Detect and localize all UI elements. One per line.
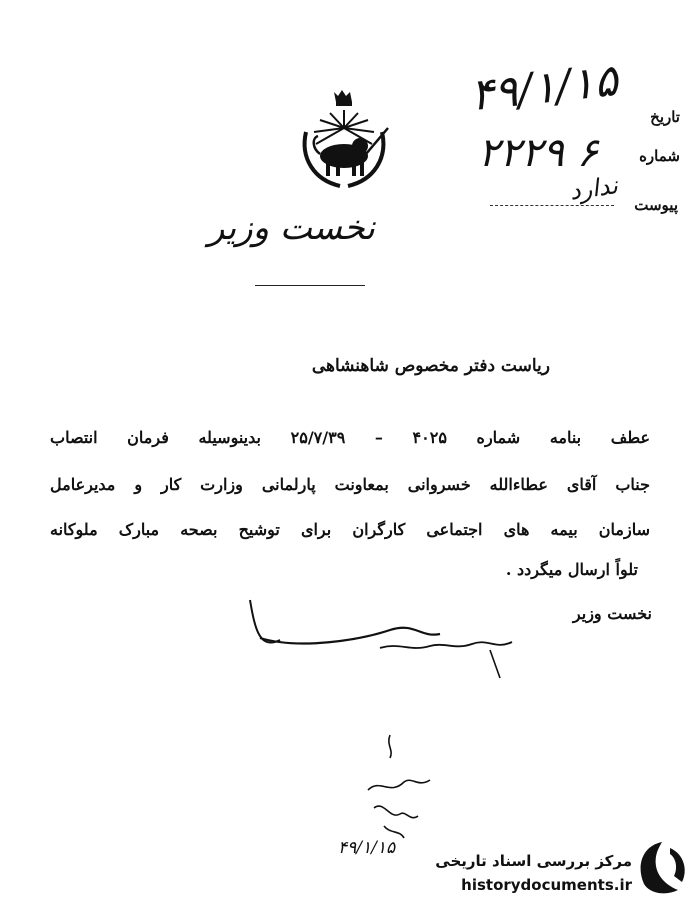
number-label: شماره (639, 147, 680, 165)
letter-body-line: عطف بنامه شماره ۴۰۲۵ – ۲۵/۷/۳۹ بدینوسیله فرمان انتصاب (50, 428, 650, 447)
letter-body-line: سازمان بیمه های اجتماعی کارگران برای توشیح بصحه مبارک ملوکانه (50, 520, 650, 539)
date-label: تاریخ (650, 108, 680, 126)
watermark-url: historydocuments.ir (461, 876, 632, 894)
handwritten-attachment: ندارد (567, 171, 620, 206)
letter-body-line: تلواً ارسال میگردد . (505, 560, 638, 579)
letter-recipient: ریاست دفتر مخصوص شاهنشاهی (311, 356, 550, 376)
watermark-title: مرکز بررسی اسناد تاریخی (435, 852, 632, 870)
handwritten-date: ۴۹/۱/۱۵ (467, 55, 621, 122)
handwritten-bottom-date: ۴۹/۱/۱۵ (338, 838, 396, 858)
handwritten-number: ۲۲۲۹ ۶ (478, 130, 599, 176)
letter-body-line: جناب آقای عطاءالله خسروانی بمعاونت پارلمانی وزارت کار و مدیرعامل (50, 475, 650, 494)
signature-title: نخست وزیر (572, 604, 652, 623)
attachment-dotted-line (490, 205, 614, 207)
lion-and-sun-emblem-icon (290, 88, 400, 198)
handwritten-signature (240, 590, 530, 690)
attachment-label: پیوست (634, 196, 678, 214)
handwritten-margin-note (360, 730, 440, 850)
letterhead-ministry-title: نخست وزیر (208, 208, 375, 248)
title-underline-divider (255, 285, 365, 286)
